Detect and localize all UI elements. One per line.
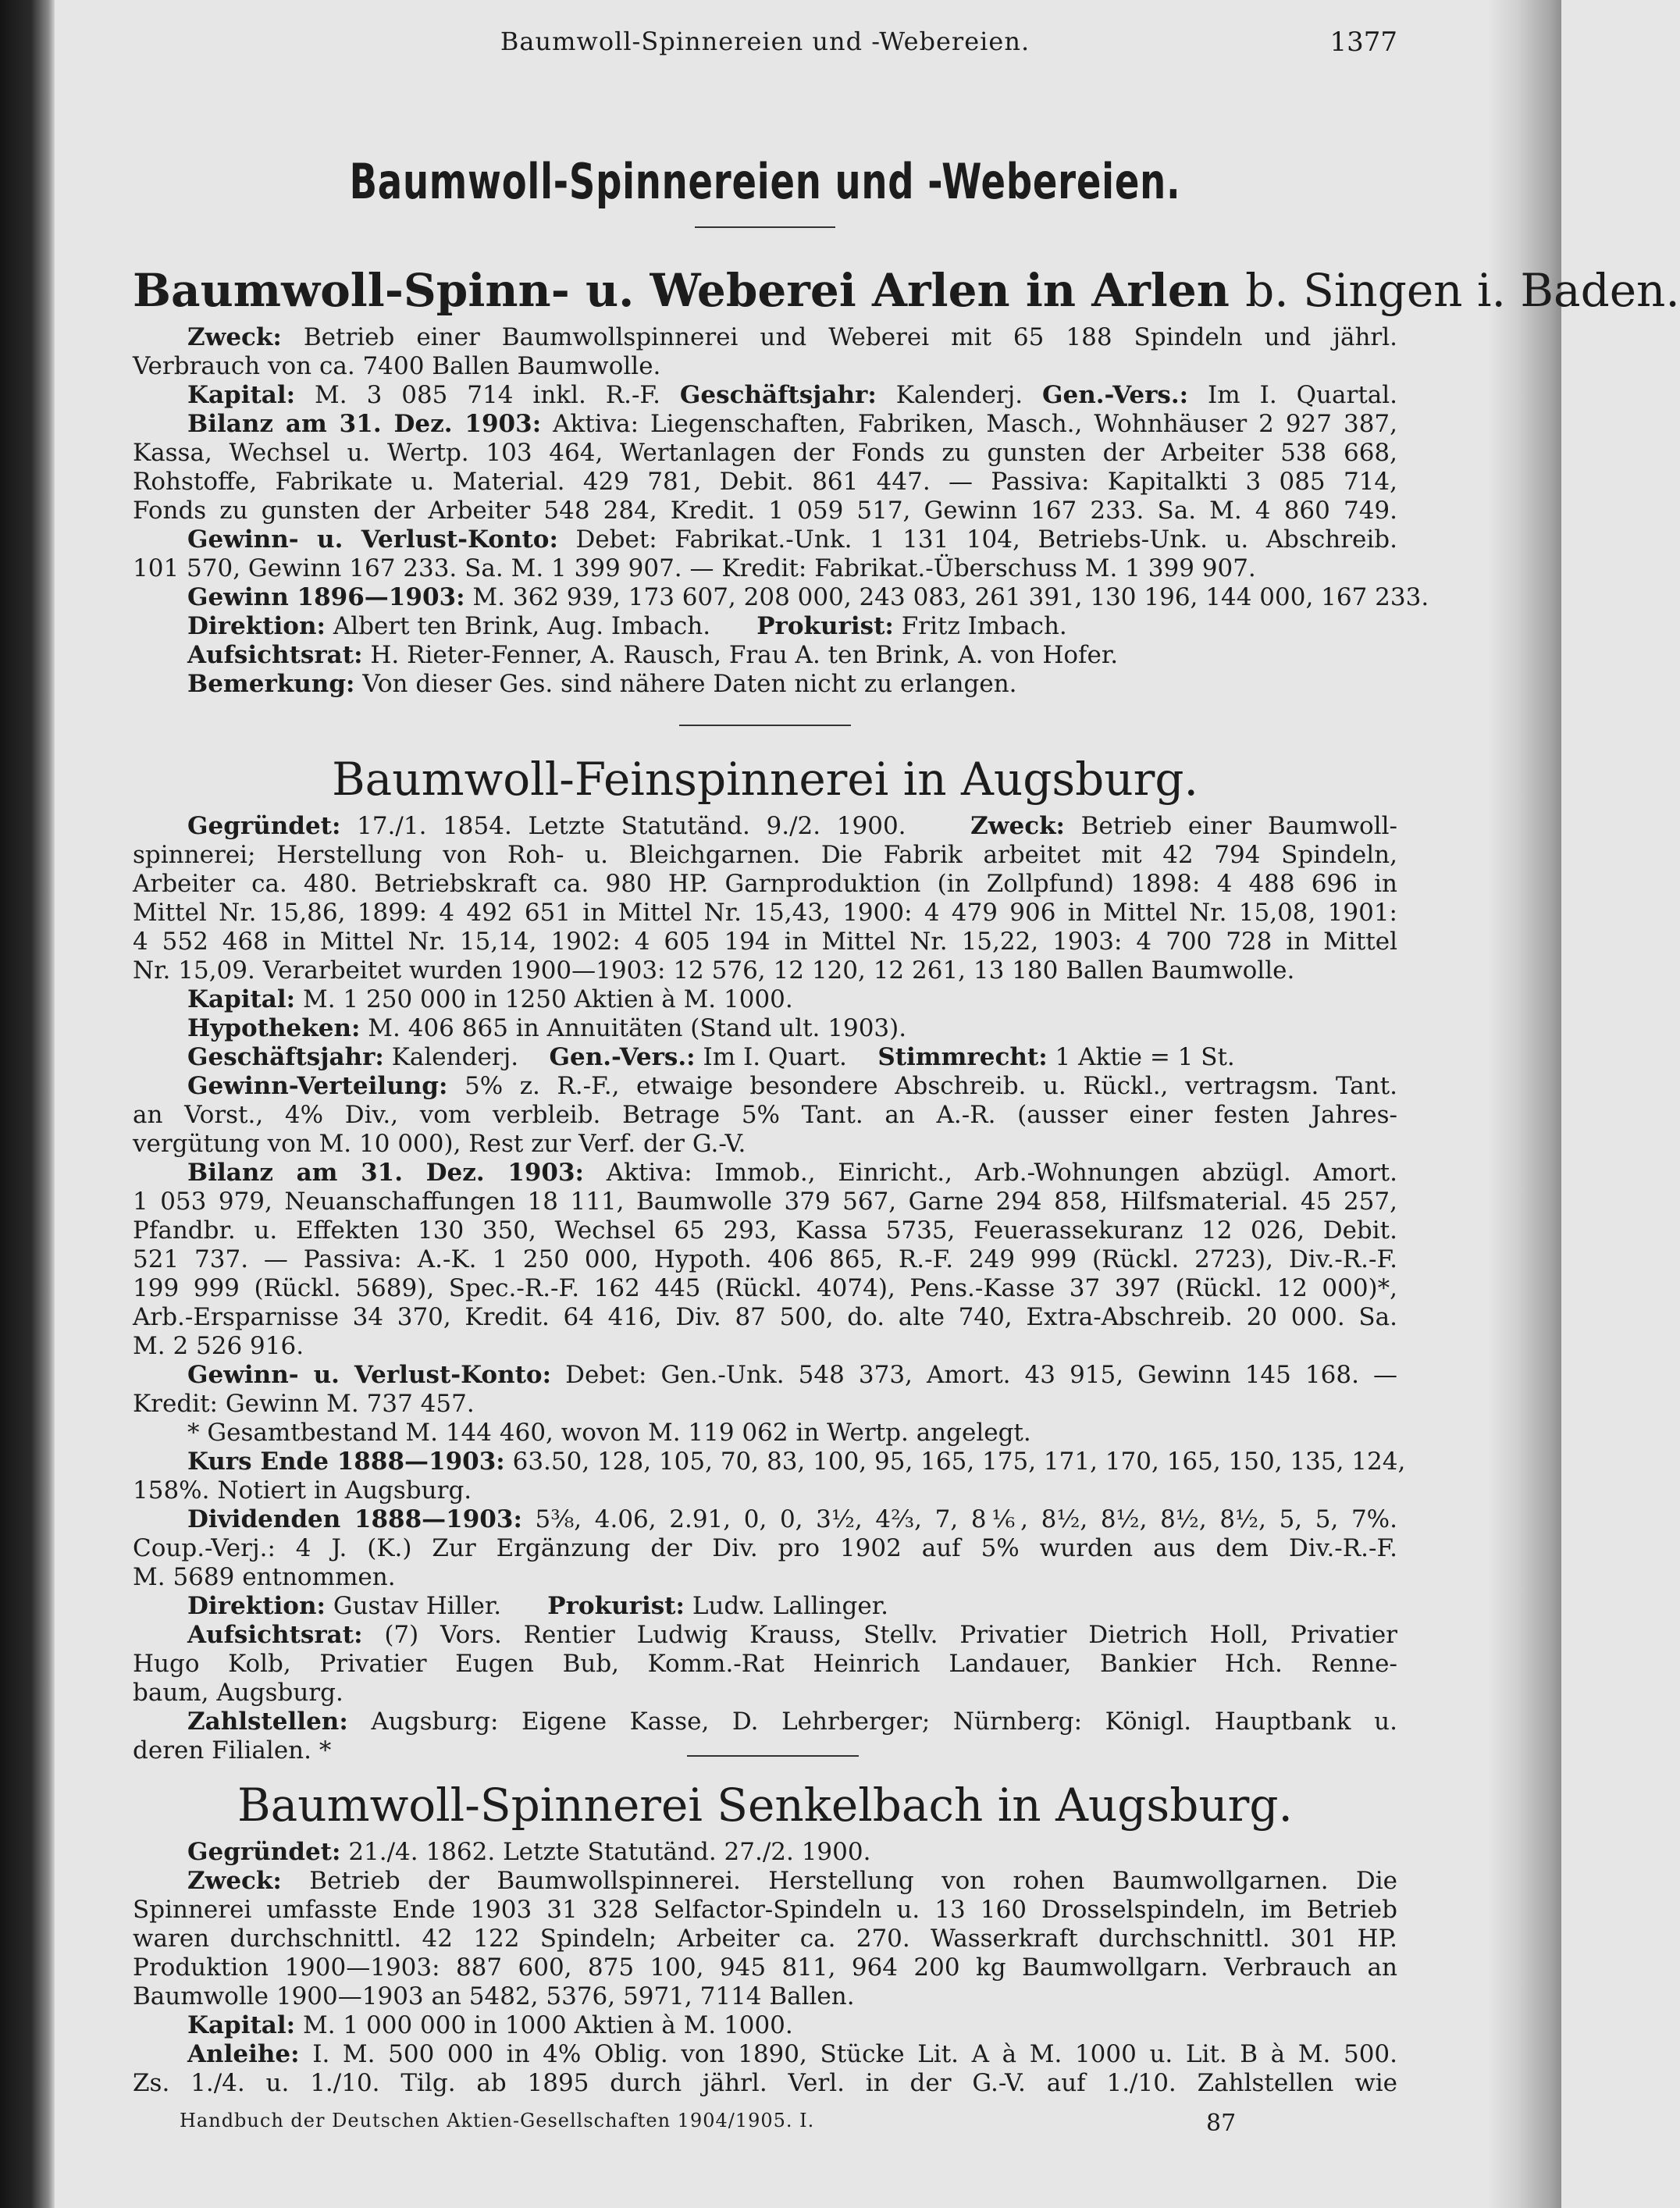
entry-line <box>133 381 1397 410</box>
entry-line <box>133 1838 1397 1867</box>
field-text: Rohstoffe, Fabrikate u. Material. 429 781, Debit. 861 447. — Passiva: Kapitalkti 3 085 714, <box>133 468 1397 496</box>
entry-line <box>133 1303 1397 1332</box>
field-label: Gewinn-Verteilung: <box>187 1072 448 1100</box>
entry-line <box>133 525 1397 554</box>
entry-line <box>133 468 1397 497</box>
field-text: an Vorst., 4% Div., vom verbleib. Betrage 5% Tant. an A.-R. (ausser einer festen Jahres- <box>133 1101 1397 1129</box>
company-title-text: Baumwoll-Feinspinnerei in Augsburg. <box>332 753 1198 806</box>
field-label: Kapital: <box>187 2011 296 2039</box>
entry-line <box>133 928 1397 956</box>
entry-line <box>133 1130 1397 1159</box>
footer-signature: 87 <box>1206 2110 1237 2137</box>
page-edge-shadow <box>1487 0 1561 2208</box>
entry-line <box>133 841 1397 870</box>
entry-line <box>133 2011 1397 2040</box>
entry-line <box>133 1867 1397 1896</box>
field-label: Gen.-Vers.: <box>1042 381 1189 409</box>
entry-line <box>133 1476 1397 1505</box>
field-label: Kapital: <box>187 381 296 409</box>
page-footer <box>133 2110 1397 2138</box>
entry-line <box>133 1982 1397 2011</box>
field-text: Arbeiter ca. 480. Betriebskraft ca. 980 HP. Garnproduktion (in Zollpfund) 1898: 4 488 696 in <box>133 870 1397 898</box>
field-label: Anleihe: <box>187 2040 300 2068</box>
entry-line <box>133 583 1429 612</box>
entry-line <box>133 1534 1397 1563</box>
field-text: Debet: Fabrikat.-Unk. 1 131 104, Betriebs-Unk. u. Abschreib. <box>575 525 1398 554</box>
entry-line <box>133 1159 1397 1188</box>
field-text: Arb.-Ersparnisse 34 370, Kredit. 64 416, Div. 87 500, do. alte 740, Extra-Abschreib. 20 000. Sa. <box>133 1303 1397 1331</box>
field-text: Baumwolle 1900—1903 an 5482, 5376, 5971, 7114 Ballen. <box>133 1982 855 2010</box>
field-text: I. M. 500 000 in 4% Oblig. von 1890, Stücke Lit. A à M. 1000 u. Lit. B à M. 500. <box>312 2040 1398 2068</box>
field-text: Zs. 1./4. u. 1./10. Tilg. ab 1895 durch jährl. Verl. in der G.-V. auf 1./10. Zahlstellen wie <box>133 2069 1397 2097</box>
field-label: Dividenden 1888—1903: <box>187 1505 522 1533</box>
field-text: Ludw. Lallinger. <box>692 1592 889 1620</box>
entry-line <box>133 812 1397 841</box>
entry-line <box>133 439 1397 468</box>
field-label: Gegründet: <box>187 812 341 840</box>
company-title-suffix: b. Singen i. Baden. <box>1245 264 1680 317</box>
entry-line <box>133 1650 1397 1679</box>
field-text: Kassa, Wechsel u. Wertp. 103 464, Wertanlagen der Fonds zu gunsten der Arbeiter 538 668, <box>133 439 1397 467</box>
field-text: M. 5689 entnommen. <box>133 1563 396 1591</box>
divider <box>695 226 835 228</box>
field-text: H. Rieter-Fenner, A. Rausch, Frau A. ten Brink, A. von Hofer. <box>370 641 1119 669</box>
field-text: 1 053 979, Neuanschaffungen 18 111, Baumwolle 379 567, Garne 294 858, Hilfsmaterial. 45 257, <box>133 1188 1397 1216</box>
field-text: waren durchschnittl. 42 122 Spindeln; Arbeiter ca. 270. Wasserkraft durchschnittl. 301 HP. <box>133 1925 1397 1953</box>
field-label: Gewinn 1896—1903: <box>187 583 465 611</box>
entry-line <box>133 1245 1397 1274</box>
field-text: 101 570, Gewinn 167 233. Sa. M. 1 399 907. — Kredit: Fabrikat.-Überschuss M. 1 399 907. <box>133 554 1256 582</box>
entry-line <box>133 1072 1397 1101</box>
entry-feinspinnerei-body <box>133 812 1406 1765</box>
field-text: 521 737. — Passiva: A.-K. 1 250 000, Hypoth. 406 865, R.-F. 249 999 (Rückl. 2723), Div.-R.-F. <box>133 1245 1397 1273</box>
field-text: M. 2 526 916. <box>133 1332 304 1360</box>
entry-line <box>133 2069 1397 2098</box>
field-text: M. 1 250 000 in 1250 Aktien à M. 1000. <box>302 985 793 1013</box>
entry-line <box>133 1563 1397 1592</box>
field-text: 21./4. 1862. Letzte Statutänd. 27./2. 1900. <box>348 1838 871 1866</box>
book-binding-shadow <box>0 0 55 2208</box>
company-title-text: Baumwoll-Spinn- u. Weberei Arlen in Arlen <box>133 264 1230 317</box>
field-text: Betrieb einer Baumwoll- <box>1080 812 1397 840</box>
entry-line <box>133 670 1397 699</box>
entry-line <box>133 1592 1397 1621</box>
field-text: Coup.-Verj.: 4 J. (K.) Zur Ergänzung der Div. pro 1902 auf 5% wurden aus dem Div.-R.-F. <box>133 1534 1397 1562</box>
company-title-senkelbach <box>133 1779 1397 1832</box>
field-text: Im I. Quart. <box>703 1043 847 1071</box>
field-label: Direktion: <box>187 1592 326 1620</box>
field-text: M. 1 000 000 in 1000 Aktien à M. 1000. <box>302 2011 793 2039</box>
field-label: Stimmrecht: <box>877 1043 1048 1071</box>
field-label: Zweck: <box>970 812 1065 840</box>
entry-line <box>133 956 1397 985</box>
field-text: spinnerei; Herstellung von Roh- u. Bleichgarnen. Die Fabrik arbeitet mit 42 794 Spindeln, <box>133 841 1397 869</box>
entry-line <box>133 1621 1397 1650</box>
field-text: Albert ten Brink, Aug. Imbach. <box>333 612 711 640</box>
entry-line <box>133 410 1397 439</box>
entry-line <box>133 352 1397 381</box>
field-text: Pfandbr. u. Effekten 130 350, Wechsel 65 293, Kassa 5735, Feuerassekuranz 12 026, Debit. <box>133 1216 1397 1245</box>
field-label: Gewinn- u. Verlust-Konto: <box>187 1361 552 1389</box>
field-text: Betrieb einer Baumwollspinnerei und Weberei mit 65 188 Spindeln und jährl. <box>303 323 1398 351</box>
field-text: Produktion 1900—1903: 887 600, 875 100, 945 811, 964 200 kg Baumwollgarn. Verbrauch an <box>133 1953 1397 1982</box>
field-text: Mittel Nr. 15,86, 1899: 4 492 651 in Mittel Nr. 15,43, 1900: 4 479 906 in Mittel Nr. 15,08, 1901: <box>133 899 1397 927</box>
field-label: Prokurist: <box>756 612 894 640</box>
field-text: M. 3 085 714 inkl. R.-F. <box>315 381 660 409</box>
company-title-text: Baumwoll-Spinnerei Senkelbach in Augsburg. <box>237 1779 1293 1832</box>
field-label: Bilanz am 31. Dez. 1903: <box>187 410 542 438</box>
field-text: 63.50, 128, 105, 70, 83, 100, 95, 165, 175, 171, 170, 165, 150, 135, 124, <box>512 1448 1406 1476</box>
entry-line <box>133 1679 1397 1708</box>
entry-line <box>133 323 1397 352</box>
field-text: 199 999 (Rückl. 5689), Spec.-R.-F. 162 445 (Rückl. 4074), Pens.-Kasse 37 397 (Rückl. 12 000)*, <box>133 1274 1397 1302</box>
field-text: baum, Augsburg. <box>133 1679 343 1707</box>
field-text: Fritz Imbach. <box>901 612 1067 640</box>
entry-line <box>133 1216 1397 1245</box>
entry-line <box>133 612 1397 641</box>
entry-line <box>133 1708 1397 1736</box>
field-text: 158%. Notiert in Augsburg. <box>133 1476 472 1505</box>
field-label: Gewinn- u. Verlust-Konto: <box>187 525 558 554</box>
field-text: Im I. Quartal. <box>1208 381 1398 409</box>
company-title-arlen <box>133 264 1680 317</box>
running-head-title: Baumwoll-Spinnereien und -Webereien. <box>500 27 1030 56</box>
field-text: (7) Vors. Rentier Ludwig Krauss, Stellv. Privatier Dietrich Holl, Privatier <box>384 1621 1397 1649</box>
entry-line <box>133 1101 1397 1130</box>
document-page <box>133 0 1680 2208</box>
entry-line <box>133 2040 1397 2069</box>
field-text: Kalenderj. <box>895 381 1023 409</box>
field-text: Debet: Gen.-Unk. 548 373, Amort. 43 915, Gewinn 145 168. — <box>565 1361 1398 1389</box>
field-text: Betrieb der Baumwollspinnerei. Herstellung von rohen Baumwollgarnen. Die <box>309 1867 1398 1895</box>
entry-line <box>133 870 1397 899</box>
field-label: Aufsichtsrat: <box>187 641 363 669</box>
field-label: Bemerkung: <box>187 670 355 698</box>
field-text: M. 362 939, 173 607, 208 000, 243 083, 261 391, 130 196, 144 000, 167 233. <box>472 583 1429 611</box>
entry-line <box>133 1419 1397 1448</box>
field-label: Gegründet: <box>187 1838 341 1866</box>
field-label: Gen.-Vers.: <box>549 1043 696 1071</box>
entry-line <box>133 1361 1397 1390</box>
field-label: Geschäftsjahr: <box>187 1043 384 1071</box>
entry-line <box>133 1274 1397 1303</box>
field-text: Von dieser Ges. sind nähere Daten nicht zu erlangen. <box>362 670 1017 698</box>
field-text: Aktiva: Immob., Einricht., Arb.-Wohnungen abzügl. Amort. <box>606 1159 1397 1187</box>
field-text: Gustav Hiller. <box>333 1592 502 1620</box>
field-text: 4 552 468 in Mittel Nr. 15,14, 1902: 4 605 194 in Mittel Nr. 15,22, 1903: 4 700 728 in Mittel <box>133 928 1397 956</box>
field-label: Direktion: <box>187 612 326 640</box>
field-label: Zweck: <box>187 323 282 351</box>
field-label: Bilanz am 31. Dez. 1903: <box>187 1159 584 1187</box>
field-label: Kurs Ende 1888—1903: <box>187 1448 505 1476</box>
entry-line <box>133 1448 1406 1476</box>
field-text: * Gesamtbestand M. 144 460, wovon M. 119 062 in Wertp. angelegt. <box>187 1419 1031 1447</box>
entry-line <box>133 1925 1397 1953</box>
entry-line <box>133 899 1397 928</box>
field-text: M. 406 865 in Annuitäten (Stand ult. 1903). <box>368 1014 907 1042</box>
field-text: Kredit: Gewinn M. 737 457. <box>133 1390 475 1418</box>
entry-line <box>133 1188 1397 1216</box>
field-text: 5⅜, 4.06, 2.91, 0, 0, 3½, 4⅔, 7, 8⅙, 8½, 8½, 8½, 8½, 5, 5, 7%. <box>535 1505 1397 1533</box>
entry-line <box>133 1390 1397 1419</box>
field-label: Prokurist: <box>547 1592 685 1620</box>
field-text: Fonds zu gunsten der Arbeiter 548 284, Kredit. 1 059 517, Gewinn 167 233. Sa. M. 4 860 749. <box>133 497 1397 525</box>
entry-line <box>133 554 1397 583</box>
entry-arlen-body <box>133 323 1429 699</box>
field-text: Hugo Kolb, Privatier Eugen Bub, Komm.-Rat Heinrich Landauer, Bankier Hch. Renne- <box>133 1650 1397 1678</box>
field-text: 5% z. R.-F., etwaige besondere Abschreib. u. Rückl., vertragsm. Tant. <box>464 1072 1397 1100</box>
field-label: Aufsichtsrat: <box>187 1621 363 1649</box>
field-label: Zahlstellen: <box>187 1708 348 1736</box>
field-text: Aktiva: Liegenschaften, Fabriken, Masch., Wohnhäuser 2 927 387, <box>553 410 1397 438</box>
field-text: Augsburg: Eigene Kasse, D. Lehrberger; Nürnberg: Königl. Hauptbank u. <box>371 1708 1397 1736</box>
field-text: 17./1. 1854. Letzte Statutänd. 9./2. 1900. <box>357 812 906 840</box>
divider <box>679 725 851 726</box>
company-title-feinspinnerei <box>133 753 1397 806</box>
page-number: 1377 <box>1329 27 1397 58</box>
entry-senkelbach-body <box>133 1838 1397 2098</box>
divider <box>687 1755 859 1757</box>
field-text: Nr. 15,09. Verarbeitet wurden 1900—1903: 12 576, 12 120, 12 261, 13 180 Ballen Baumwolle. <box>133 956 1295 985</box>
field-text: vergütung von M. 10 000), Rest zur Verf. der G.-V. <box>133 1130 746 1158</box>
field-label: Geschäftsjahr: <box>679 381 877 409</box>
entry-line <box>133 985 1397 1014</box>
entry-line <box>133 497 1397 525</box>
field-text: deren Filialen. * <box>133 1736 332 1765</box>
entry-line <box>133 1505 1397 1534</box>
footer-publication: Handbuch der Deutschen Aktien-Gesellschaften 1904/1905. I. <box>180 2110 815 2131</box>
running-head <box>133 27 1397 58</box>
entry-line <box>133 1014 1397 1043</box>
entry-line <box>133 1736 1397 1765</box>
entry-line <box>133 1332 1397 1361</box>
field-text: Spinnerei umfasste Ende 1903 31 328 Selfactor-Spindeln u. 13 160 Drosselspindeln, im Betrieb <box>133 1896 1397 1924</box>
field-text: Verbrauch von ca. 7400 Ballen Baumwolle. <box>133 352 661 380</box>
section-title: Baumwoll-Spinnereien und -Webereien. <box>349 153 1181 210</box>
entry-line <box>133 1953 1397 1982</box>
field-label: Zweck: <box>187 1867 282 1895</box>
field-label: Kapital: <box>187 985 296 1013</box>
field-label: Hypotheken: <box>187 1014 361 1042</box>
field-text: Kalenderj. <box>391 1043 519 1071</box>
entry-line <box>133 1043 1397 1072</box>
entry-line <box>133 641 1397 670</box>
field-text: 1 Aktie = 1 St. <box>1055 1043 1235 1071</box>
entry-line <box>133 1896 1397 1925</box>
